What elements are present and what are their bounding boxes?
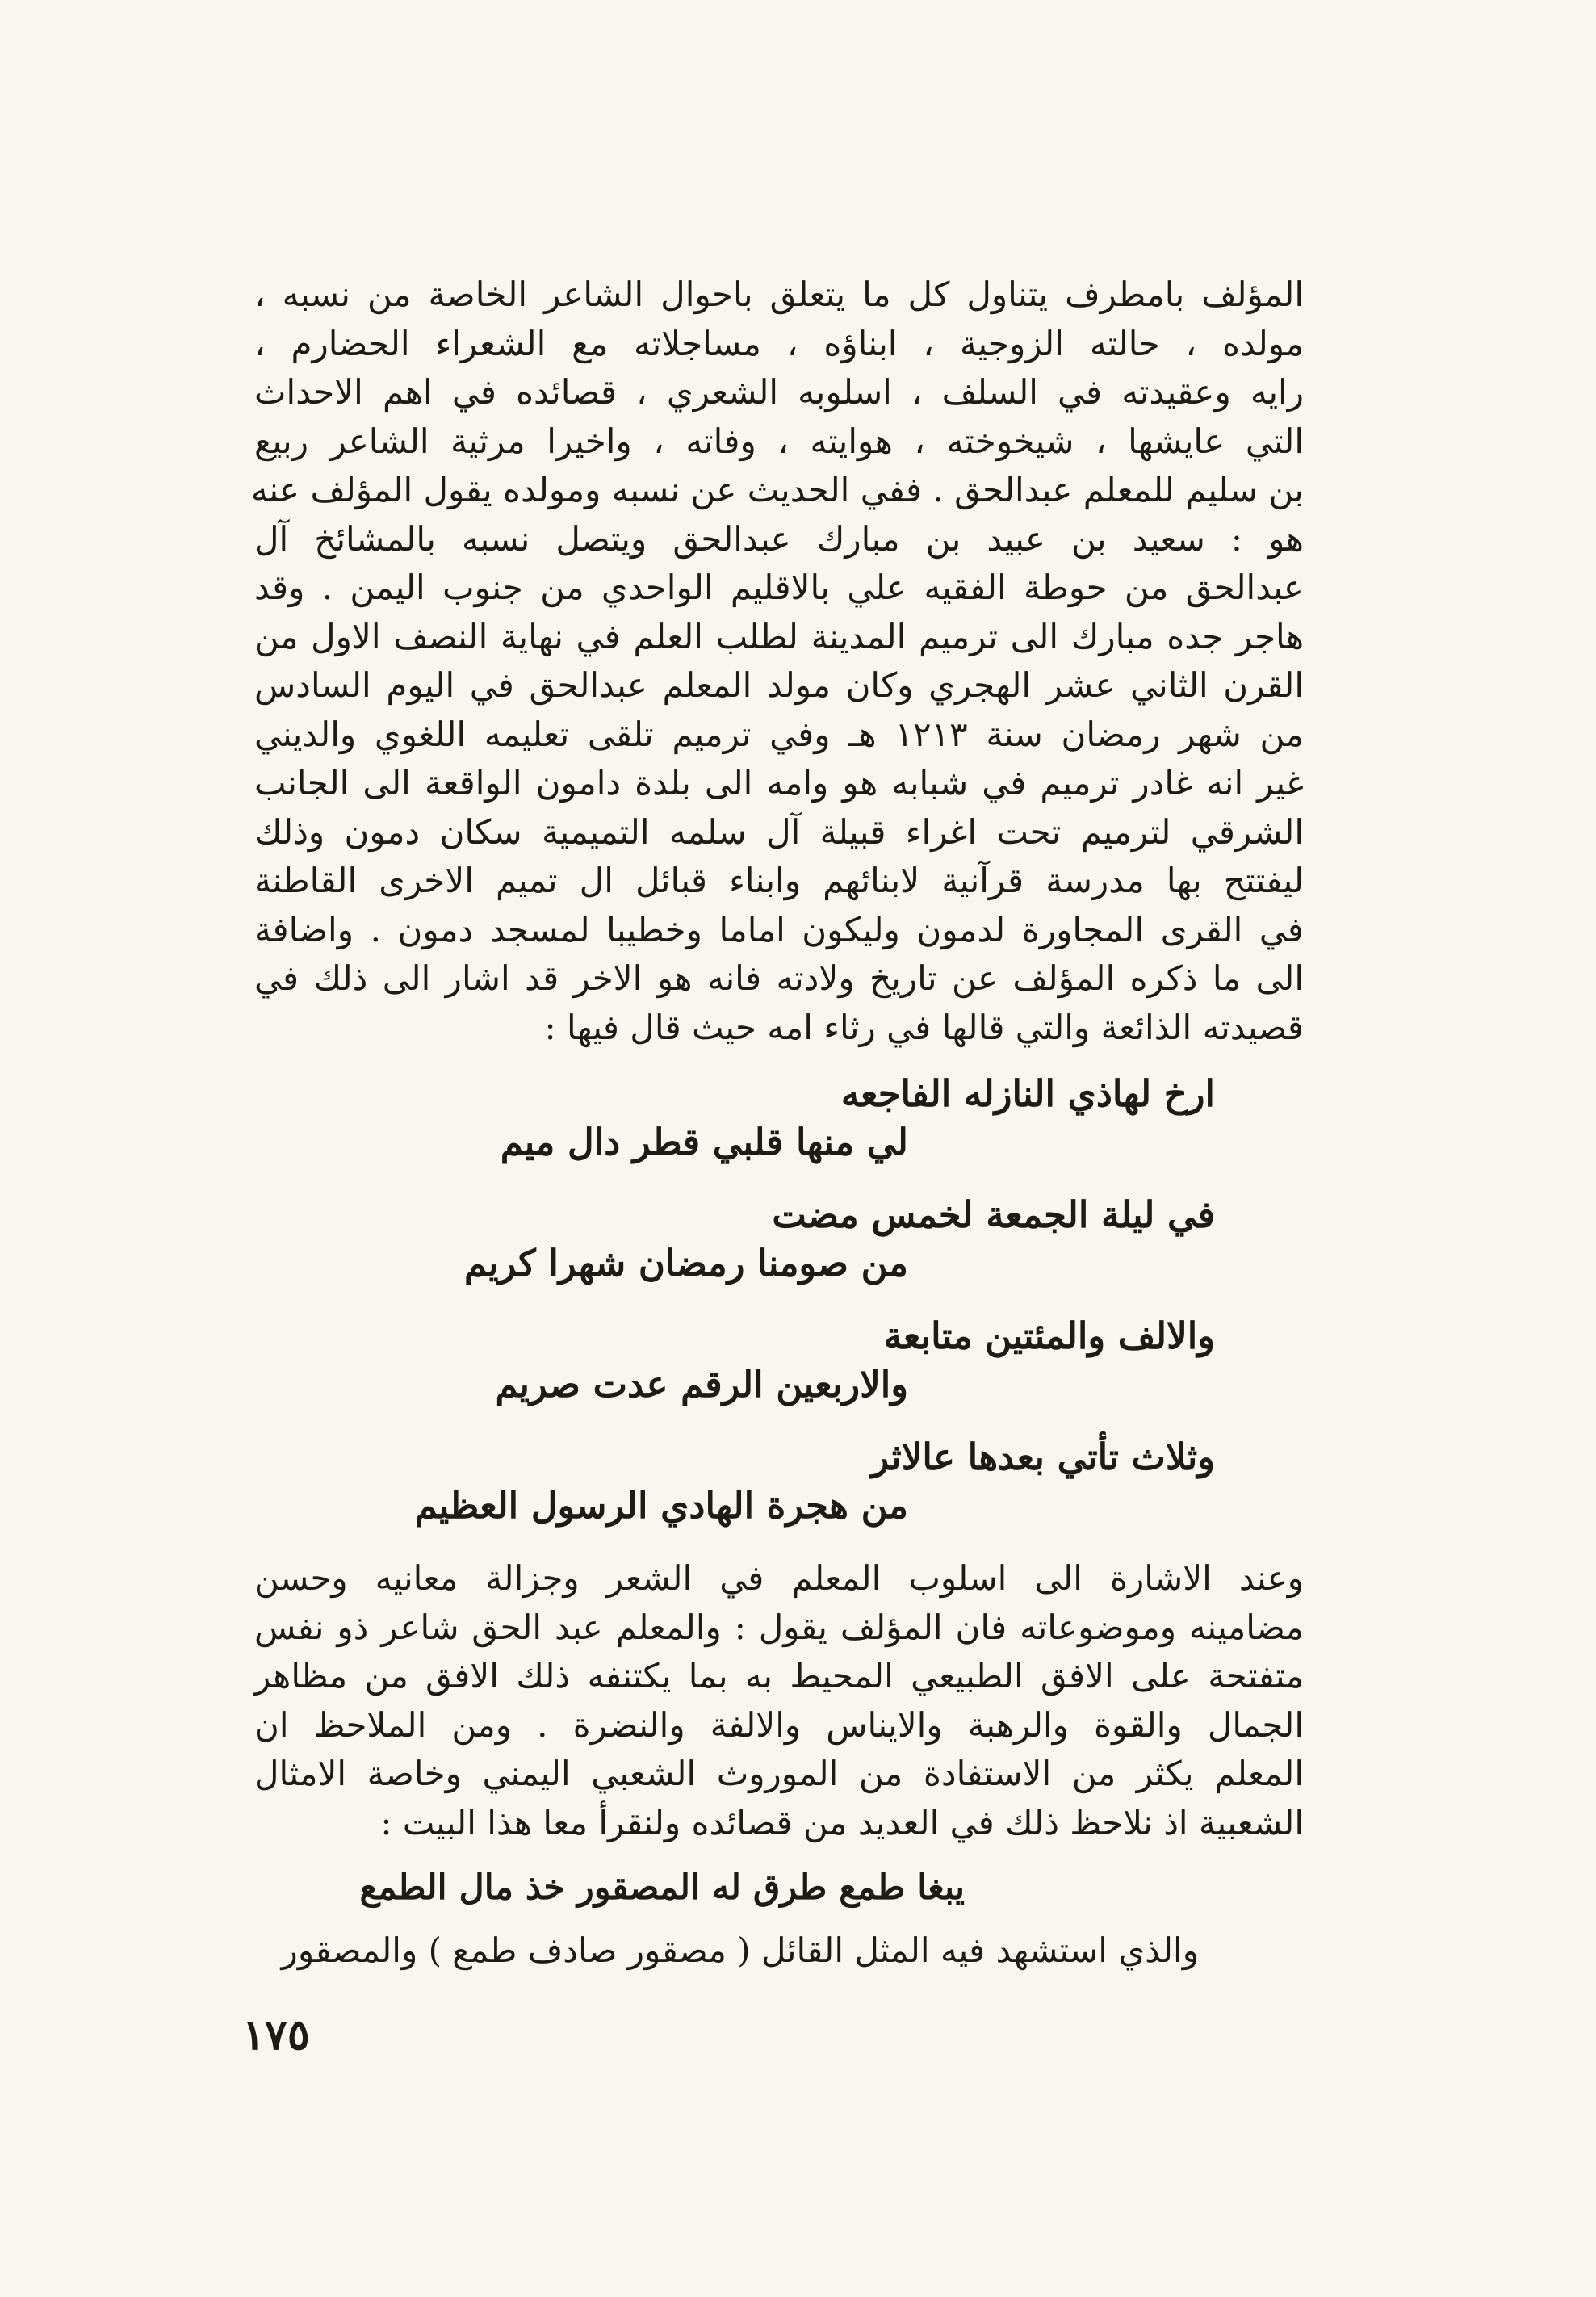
text-line: هو : سعيد بن عبيد بن مبارك عبدالحق ويتصل نسبه بالمشائخ آل: [254, 518, 1304, 559]
elegy-poem: [254, 1070, 1304, 1530]
text-line: ليفتتح بها مدرسة قرآنية لابنائهم وابناء قبائل ال تميم الاخرى القاطنة: [254, 861, 1304, 900]
text-line: وعند الاشارة الى اسلوب المعلم في الشعر وجزالة معانيه وحسن: [254, 1558, 1304, 1598]
page-body: [250, 270, 1305, 1975]
poem-stanza: [254, 1191, 1304, 1288]
verse-second-hemistich: لي منها قلبي قطر دال ميم: [500, 1121, 908, 1163]
poem-stanza: [254, 1433, 1304, 1530]
text-line: القرن الثاني عشر الهجري وكان مولد المعلم عبدالحق في اليوم السادس: [254, 665, 1304, 705]
text-line: عبدالحق من حوطة الفقيه علي بالاقليم الواحدي من جنوب اليمن . وقد: [254, 568, 1304, 607]
verse-second-hemistich: من هجرة الهادي الرسول العظيم: [414, 1484, 908, 1527]
verse-first-hemistich: في ليلة الجمعة لخمس مضت: [772, 1193, 1215, 1236]
paragraph-style: [254, 1554, 1304, 1847]
text-line: الى ما ذكره المؤلف عن تاريخ ولادته فانه هو الاخر قد اشار الى ذلك في: [254, 958, 1304, 998]
text-line: مضامينه وموضوعاته فان المؤلف يقول : والمعلم عبد الحق شاعر ذو نفس: [254, 1607, 1304, 1647]
page-number: ١٧٥: [242, 2010, 310, 2060]
text-line: الشعبية اذ نلاحظ ذلك في العديد من قصائده ولنقرأ معا هذا البيت :: [380, 1802, 1304, 1842]
verse-first-hemistich: وثلاث تأتي بعدها عالاثر: [871, 1436, 1215, 1478]
text-line: رايه وعقيدته في السلف ، اسلوبه الشعري ، قصائده في اهم الاحداث: [254, 372, 1304, 412]
text-line: مولده ، حالته الزوجية ، ابناؤه ، مساجلاته مع الشعراء الحضارم ،: [254, 323, 1304, 363]
text-line: قصيدته الذائعة والتي قالها في رثاء امه حيث قال فيها :: [544, 1007, 1304, 1047]
text-line: التي عايشها ، شيخوخته ، هوايته ، وفاته ، واخيرا مرثية الشاعر ربيع: [254, 421, 1304, 461]
text-line: متفتحة على الافق الطبيعي المحيط به بما يكتنفه ذلك الافق من مظاهر: [254, 1656, 1304, 1696]
text-line: المؤلف بامطرف يتناول كل ما يتعلق باحوال الشاعر الخاصة من نسبه ،: [254, 275, 1304, 314]
text-line: الجمال والقوة والرهبة والايناس والالفة والنضرة . ومن الملاحظ ان: [254, 1704, 1304, 1745]
text-line: الشرقي لترميم تحت اغراء قبيلة آل سلمه التميمية سكان دمون وذلك: [254, 811, 1304, 852]
text-line: بن سليم للمعلم عبدالحق . ففي الحديث عن نسبه ومولده يقول المؤلف عنه: [250, 470, 1304, 509]
text-line: غير انه غادر ترميم في شبابه هو وامه الى بلدة دامون الواقعة الى الجانب: [254, 763, 1304, 803]
text-line: في القرى المجاورة لدمون وليكون اماما وخطيبا لمسجد دمون . واضافة: [254, 909, 1305, 949]
paragraph-biography: [250, 270, 1305, 1052]
verse-second-hemistich: والاربعين الرقم عدت صريم: [495, 1363, 908, 1406]
verse-first-hemistich: والالف والمئتين متابعة: [883, 1314, 1215, 1357]
verse-second-hemistich: من صومنا رمضان شهرا كريم: [464, 1242, 908, 1285]
verse-first-hemistich: ارخ لهاذي النازله الفاجعه: [840, 1072, 1215, 1115]
trailing-text-line: والذي استشهد فيه المثل القائل ( مصقور صادف طمع ) والمصقور: [281, 1930, 1199, 1970]
quoted-verse: يبغا طمع طرق له المصقور خذ مال الطمع: [359, 1867, 965, 1908]
text-line: هاجر جده مبارك الى ترميم المدينة لطلب العلم في نهاية النصف الاول من: [254, 616, 1304, 656]
poem-stanza: [254, 1312, 1304, 1409]
text-line: المعلم يكثر من الاستفادة من الموروث الشعبي اليمني وخاصة الامثال: [254, 1754, 1304, 1793]
poem-stanza: [254, 1070, 1304, 1167]
text-line: من شهر رمضان سنة ١٢١٣ هـ وفي ترميم تلقى تعليمه اللغوي والديني: [254, 714, 1304, 754]
